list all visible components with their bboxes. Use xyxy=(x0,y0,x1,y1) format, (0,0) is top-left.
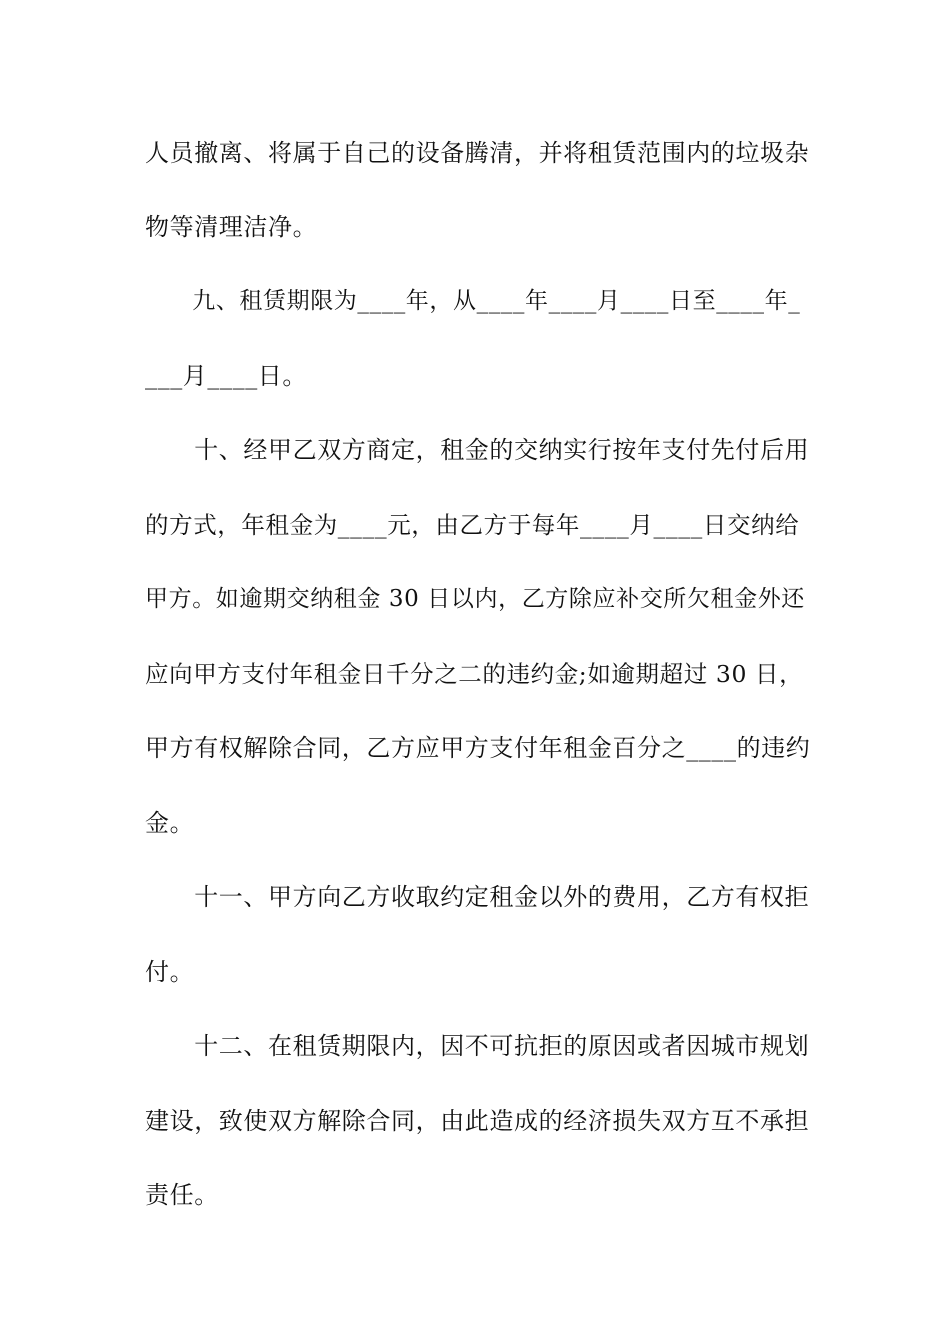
text-line: 十一、甲方向乙方收取约定租金以外的费用，乙方有权拒 xyxy=(145,883,810,911)
text-line: 十、经甲乙双方商定，租金的交纳实行按年支付先付后用 xyxy=(145,436,810,464)
text-line: 金。 xyxy=(145,809,195,837)
text-line: 甲方有权解除合同，乙方应甲方支付年租金百分之____的违约 xyxy=(145,734,811,762)
text-line: 责任。 xyxy=(145,1181,219,1209)
text-line: 应向甲方支付年租金日千分之二的违约金;如逾期超过 30 日， xyxy=(145,660,804,688)
text-line: ___月____日。 xyxy=(145,362,307,390)
text-line: 的方式，年租金为____元，由乙方于每年____月____日交纳给 xyxy=(145,511,800,539)
text-line: 甲方。如逾期交纳租金 30 日以内，乙方除应补交所欠租金外还 xyxy=(145,586,805,612)
text-line: 付。 xyxy=(145,958,195,986)
text-line: 人员撤离、将属于自己的设备腾清，并将租赁范围内的垃圾杂 xyxy=(145,139,810,167)
text-line: 建设，致使双方解除合同，由此造成的经济损失双方互不承担 xyxy=(145,1107,810,1135)
text-line: 物等清理洁净。 xyxy=(145,213,318,241)
text-line: 九、租赁期限为____年，从____年____月____日至____年_ xyxy=(145,288,801,314)
text-line: 十二、在租赁期限内，因不可抗拒的原因或者因城市规划 xyxy=(145,1032,810,1060)
